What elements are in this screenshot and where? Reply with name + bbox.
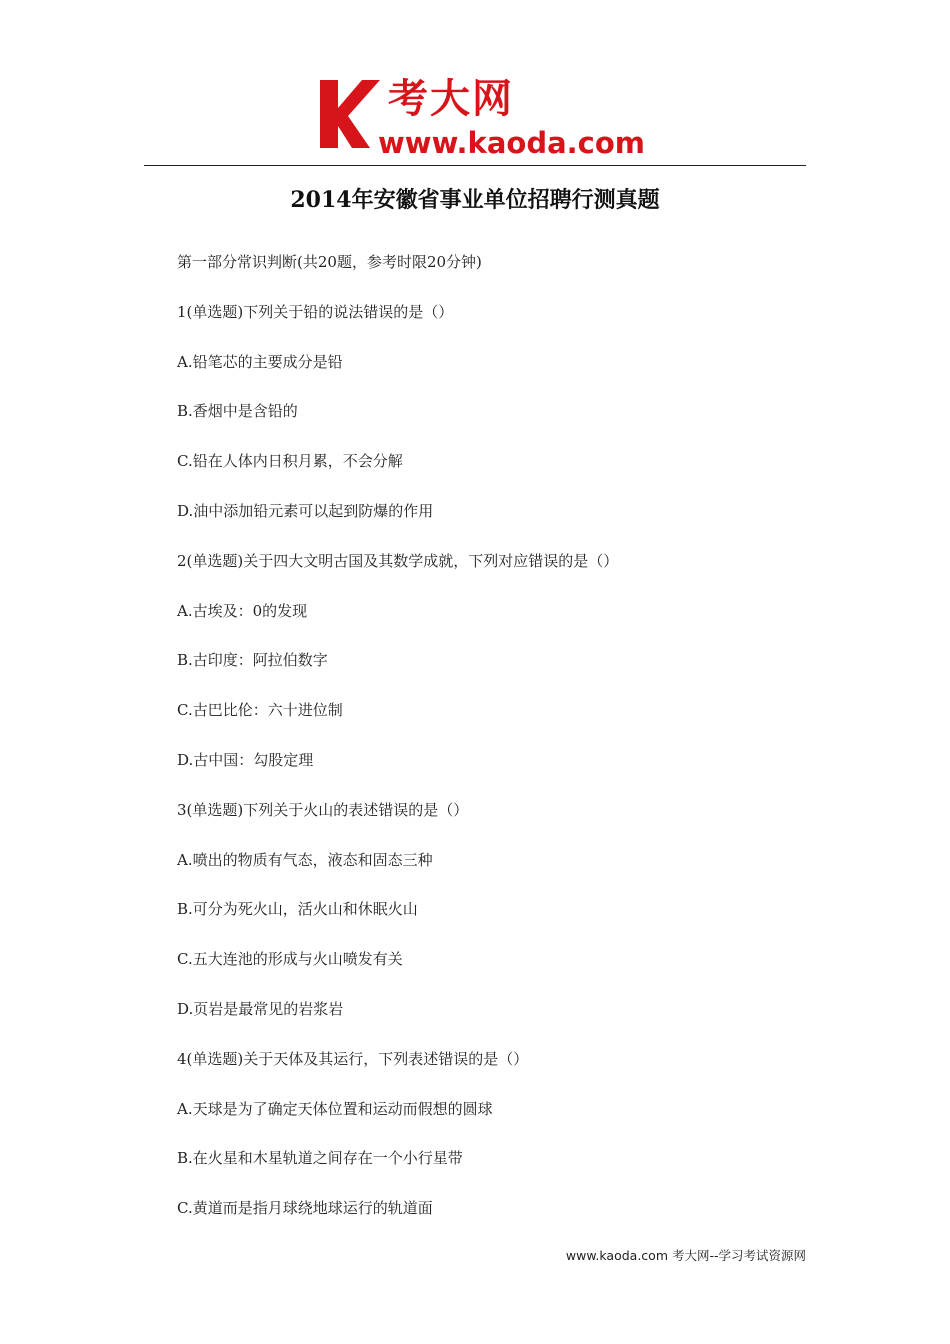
question-1-option-c: C.铅在人体内日积月累，不会分解 <box>177 452 403 471</box>
question-1-option-a: A.铅笔芯的主要成分是铅 <box>177 352 343 371</box>
question-1-option-d: D.油中添加铅元素可以起到防爆的作用 <box>177 501 434 520</box>
header-divider <box>144 165 806 166</box>
question-4: 4(单选题)关于天体及其运行，下列表述错误的是（） <box>177 1049 529 1068</box>
question-2: 2(单选题)关于四大文明古国及其数学成就，下列对应错误的是（） <box>177 551 619 570</box>
k-logo-icon <box>318 78 380 150</box>
question-4-option-b: B.在火星和木星轨道之间存在一个小行星带 <box>177 1149 463 1168</box>
question-3-option-a: A.喷出的物质有气态，液态和固态三种 <box>177 850 433 869</box>
question-3: 3(单选题)下列关于火山的表述错误的是（） <box>177 800 469 819</box>
document-title: 2014年安徽省事业单位招聘行测真题 <box>290 187 660 213</box>
kaoda-logo <box>318 78 648 160</box>
question-4-option-a: A.天球是为了确定天体位置和运动而假想的圆球 <box>177 1099 493 1118</box>
question-1: 1(单选题)下列关于铅的说法错误的是（） <box>177 302 454 321</box>
logo-url: www.kaoda.com <box>378 126 645 160</box>
question-2-option-a: A.古埃及：0的发现 <box>177 601 308 620</box>
logo-name: 考大网 <box>388 76 514 122</box>
question-2-option-b: B.古印度：阿拉伯数字 <box>177 651 328 670</box>
document-body <box>177 250 817 1246</box>
question-4-option-c: C.黄道而是指月球绕地球运行的轨道面 <box>177 1199 433 1218</box>
question-3-option-c: C.五大连池的形成与火山喷发有关 <box>177 950 403 969</box>
question-1-option-b: B.香烟中是含铅的 <box>177 402 298 421</box>
question-2-option-d: D.古中国：勾股定理 <box>177 750 314 769</box>
question-2-option-c: C.古巴比伦：六十进位制 <box>177 701 343 720</box>
question-3-option-b: B.可分为死火山，活火山和休眠火山 <box>177 900 418 919</box>
footer-text: www.kaoda.com 考大网--学习考试资源网 <box>565 1248 806 1263</box>
section-heading: 第一部分常识判断(共20题，参考时限20分钟) <box>177 253 482 271</box>
question-3-option-d: D.页岩是最常见的岩浆岩 <box>177 999 344 1018</box>
